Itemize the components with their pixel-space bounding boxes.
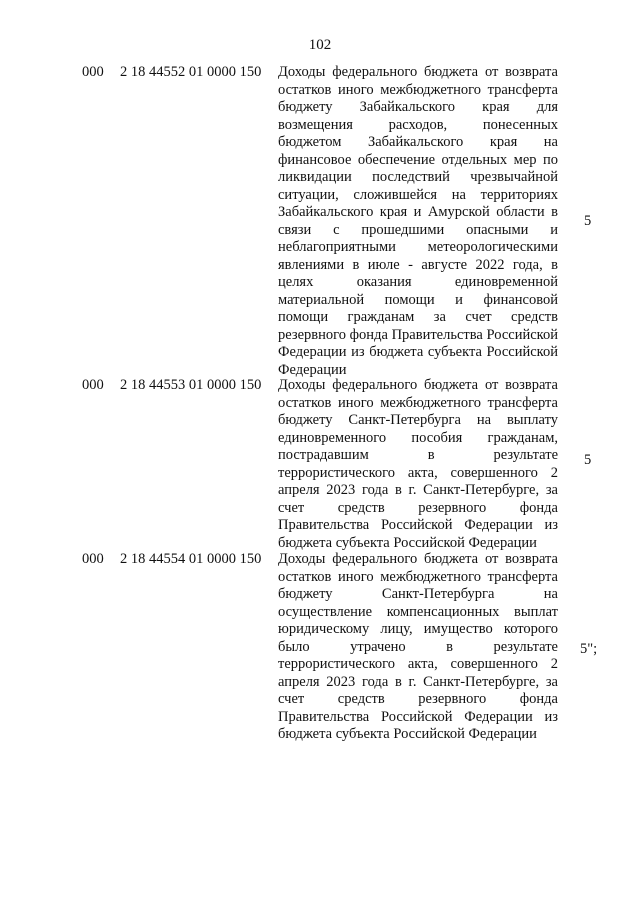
admin-code: 000 [82, 551, 104, 567]
page-number: 102 [308, 37, 332, 53]
income-description: Доходы федерального бюджета от возврата остатков иного межбюджетного трансферта бюджету Санкт-Петербурга на осуществление компенсационных выплат юридическому лицу, имущество которого было утрачено в результате террористического акта, совершенного 2 апреля 2023 года в г. Санкт-Петербурге, за счет средств резервного фонда Правительства Российской Федерации из бюджета субъекта Российской Федерации [278, 551, 558, 742]
norm-value: 5 [584, 452, 592, 468]
income-description: Доходы федерального бюджета от возврата остатков иного межбюджетного трансферта бюджету Забайкальского края для возмещения расходов, понесенных бюджетом Забайкальского края на финансовое обеспечение отдельных мер по ликвидации последствий чрезвычайной ситуации, сложившейся на территориях Забайкальского края и Амурской области в связи с прошедшими опасными и неблагоприятными метеорологическими явлениями в июле - августе 2022 года, в целях оказания единовременной материальной помощи и финансовой помощи гражданам за счет средств резервного фонда Правительства Российской Федерации из бюджета субъекта Российской Федерации [278, 64, 558, 378]
norm-value: 5 [584, 213, 592, 229]
income-description: Доходы федерального бюджета от возврата остатков иного межбюджетного трансферта бюджету Санкт-Петербурга на выплату единовременного пособия гражданам, пострадавшим в результате террористического акта, совершенного 2 апреля 2023 года в г. Санкт-Петербурге, за счет средств резервного фонда Правительства Российской Федерации из бюджета субъекта Российской Федерации [278, 377, 558, 551]
admin-code: 000 [82, 64, 104, 80]
norm-value: 5"; [580, 641, 598, 657]
kbk-code: 2 18 44553 01 0000 150 [120, 377, 262, 393]
kbk-code: 2 18 44552 01 0000 150 [120, 64, 262, 80]
admin-code: 000 [82, 377, 104, 393]
kbk-code: 2 18 44554 01 0000 150 [120, 551, 262, 567]
